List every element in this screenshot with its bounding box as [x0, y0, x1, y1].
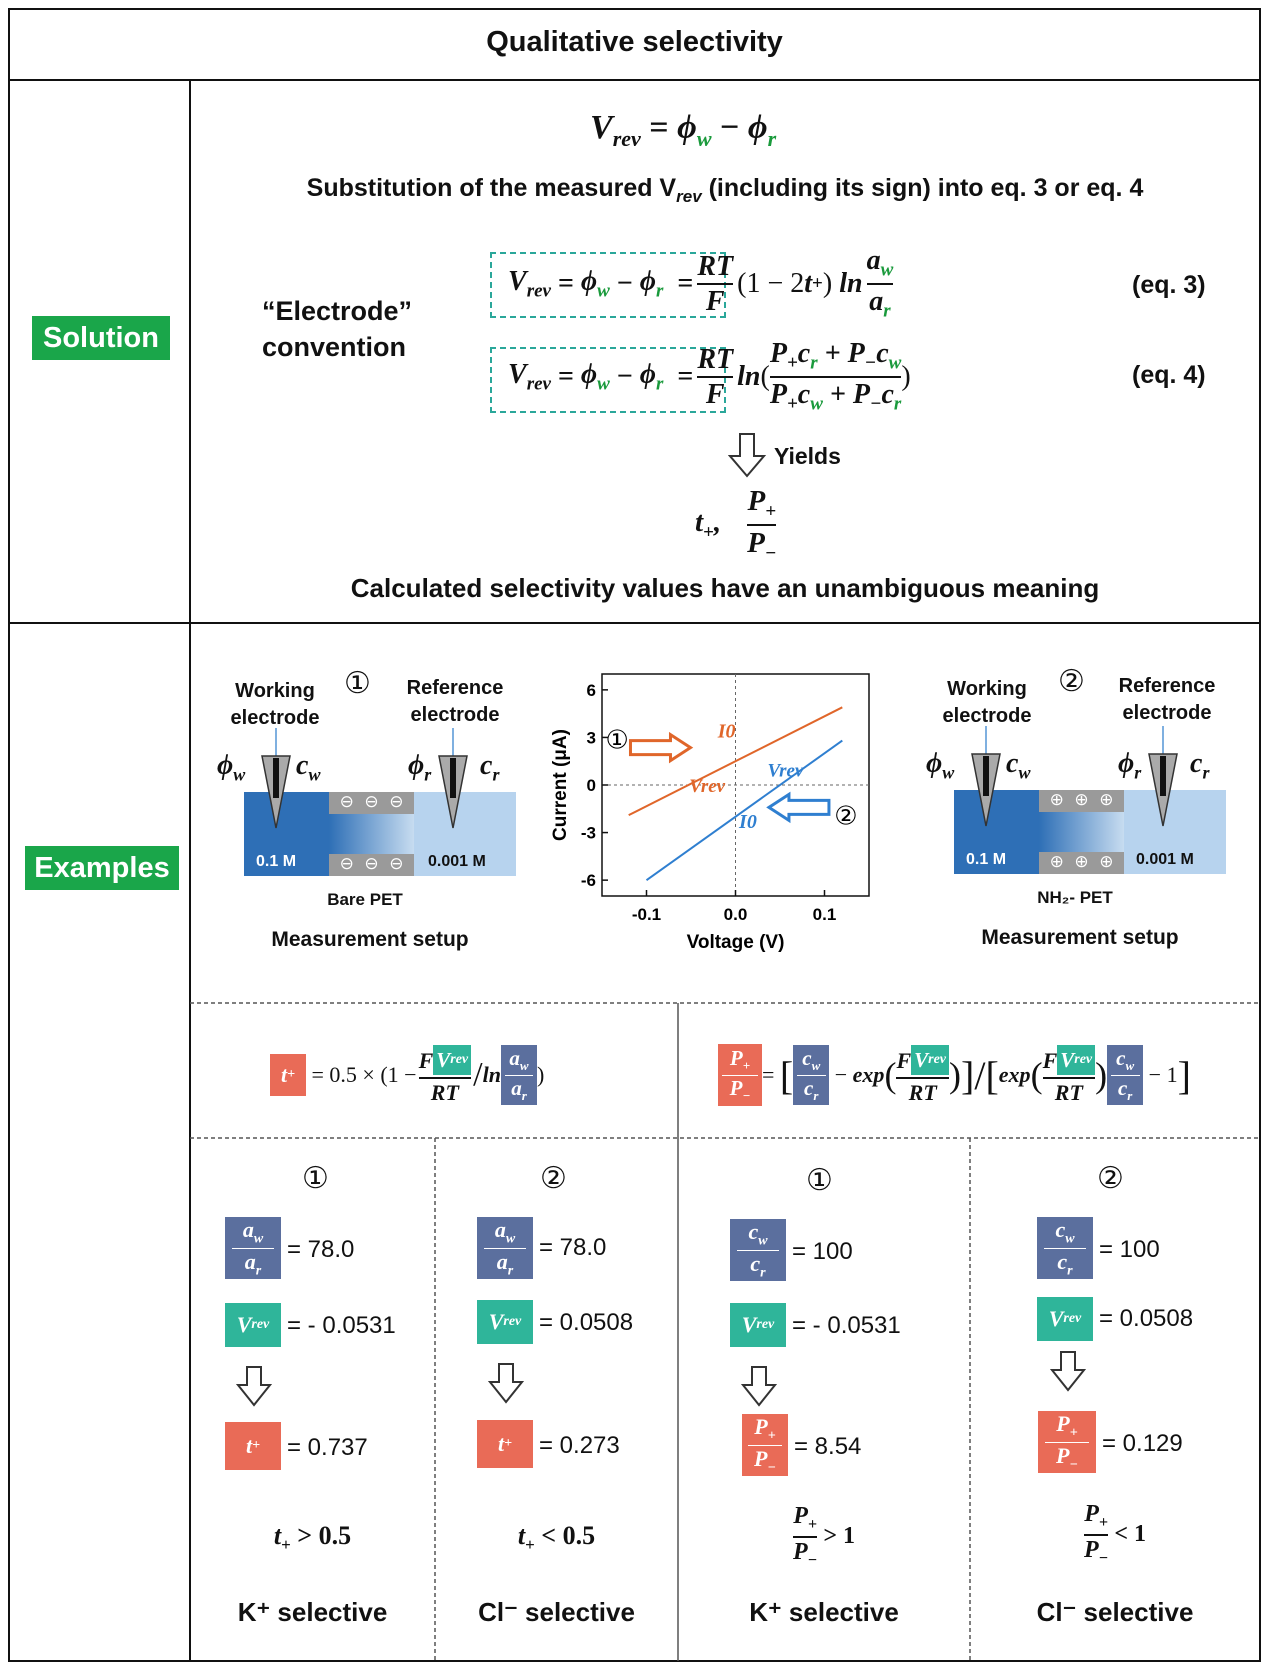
eq4-label: (eq. 4): [1132, 361, 1206, 389]
x-tick-label: 0.1: [812, 905, 837, 924]
case4-number: ②: [1097, 1161, 1124, 1196]
charge-icon: ⊕: [1049, 790, 1064, 809]
charge-icon: ⊕: [1099, 790, 1114, 809]
case3-number: ①: [806, 1163, 833, 1198]
case2-ratio-chip: $a_w$ $a_r$: [477, 1217, 533, 1279]
charge-icon: ⊖: [364, 854, 379, 873]
solution-conclusion: Calculated selectivity values have an unambiguous meaning: [350, 573, 1100, 603]
setup2-cr: $c_r$: [1190, 748, 1210, 783]
case1-result-chip: t +: [225, 1422, 281, 1470]
case3-vrev-chip: V rev: [730, 1303, 786, 1347]
case4-vrev-chip: V rev: [1037, 1297, 1093, 1341]
setup2-working-label: Working electrode: [942, 678, 1032, 727]
case2-vrev-chip: V rev: [477, 1300, 533, 1344]
setup1-conc-left: 0.1 M: [256, 853, 297, 870]
down-arrow-icon: [728, 432, 768, 478]
setup2-reference-label: Reference electrode: [1118, 675, 1216, 724]
charge-icon: ⊖: [364, 792, 379, 811]
setup2-caption: Measurement setup: [981, 926, 1179, 949]
eq3-label: (eq. 3): [1132, 271, 1206, 299]
setup1-cw: $c_w$: [296, 750, 321, 785]
series1-vrev-label: Vrev: [689, 776, 726, 798]
case2-conclusion: Cl⁻ selective: [478, 1597, 635, 1627]
down-arrow-icon: [741, 1365, 777, 1407]
case3-conclusion: K⁺ selective: [749, 1597, 899, 1627]
series1-i0-label: I0: [717, 720, 736, 743]
series1-arrow-icon: [630, 735, 690, 761]
charge-icon: ⊕: [1074, 790, 1089, 809]
charge-icon: ⊖: [389, 854, 404, 873]
page-title: Qualitative selectivity: [486, 26, 783, 58]
series2-vrev-label: Vrev: [767, 760, 804, 782]
setup2-number: ②: [1058, 664, 1085, 699]
case2-result-value: = 0.273: [539, 1432, 620, 1459]
charge-icon: ⊕: [1049, 852, 1064, 871]
y-tick-label: 6: [586, 680, 596, 700]
setup1-number: ①: [344, 666, 371, 701]
case4-result-chip: $P_+$ $P_-$: [1038, 1411, 1096, 1473]
case1-inequality: $t_+ > 0.5$: [273, 1521, 352, 1555]
down-arrow-icon: [488, 1362, 524, 1404]
yields-label: Yields: [774, 443, 841, 469]
case2-result-chip: t +: [477, 1420, 533, 1468]
setup2-membrane: NH₂- PET: [1037, 888, 1113, 907]
case3-ratio-value: = 100: [792, 1238, 853, 1265]
case1-vrev-value: = - 0.0531: [287, 1312, 396, 1339]
vrev-definition: $V_{rev} = \phi_w - \phi_r$: [590, 109, 777, 151]
y-tick-label: -6: [580, 871, 596, 891]
case2-inequality: $t_+ < 0.5$: [517, 1521, 596, 1555]
convention-label: “Electrode” convention: [262, 296, 413, 362]
down-arrow-icon: [236, 1365, 272, 1407]
iv-chart: [540, 660, 895, 965]
eq4: $V_{rev}$ = $\phi_w$ − $\phi_r$ = $\frac{RT}{F}$ ln ( $\frac{P_+c_r + P_-c_w}{P_+c_w + P_-c_r}$ ): [508, 338, 911, 415]
case1-ratio-chip: $a_w$ $a_r$: [225, 1217, 281, 1279]
eq3: $V_{rev}$ = $\phi_w$ − $\phi_r$ = $\frac{RT}{F}$ (1 − 2 t + ) ln $\frac{a_w}{a_r}$: [508, 245, 894, 322]
case1-conclusion: K⁺ selective: [237, 1597, 388, 1627]
case4-conclusion: Cl⁻ selective: [1036, 1597, 1194, 1627]
case4-ratio-value: = 100: [1099, 1236, 1160, 1263]
series2-i0-label: I0: [739, 810, 757, 833]
series2-marker: ②: [834, 801, 858, 832]
charge-icon: ⊖: [339, 792, 354, 811]
case1-result-value: = 0.737: [287, 1434, 368, 1461]
charge-icon: ⊖: [389, 792, 404, 811]
x-tick-label: 0.0: [723, 905, 748, 924]
y-axis-label: Current (μA): [550, 729, 571, 841]
setup1-phiw: $\phi_w$: [217, 750, 246, 785]
case2-ratio-value: = 78.0: [539, 1234, 607, 1261]
setup1-reference-label: Reference electrode: [406, 677, 504, 726]
x-axis-label: Voltage (V): [686, 932, 785, 953]
case1-number: ①: [302, 1161, 329, 1196]
setup2-phir: $\phi_r$: [1118, 748, 1142, 783]
setup1-top-charges: [329, 792, 414, 812]
setup2-conc-right: 0.001 M: [1136, 851, 1194, 868]
case3-vrev-value: = - 0.0531: [792, 1312, 901, 1339]
charge-icon: ⊕: [1074, 852, 1089, 871]
case3-inequality: $\frac{P_+}{P_-}$ > 1: [792, 1503, 856, 1569]
case4-vrev-value: = 0.0508: [1099, 1305, 1194, 1332]
setup1-cr: $c_r$: [480, 750, 500, 785]
solution-subtitle: Substitution of the measured $V_{rev}$ (including its sign) into eq. 3 or eq. 4: [306, 174, 1144, 206]
case3-ratio-chip: $c_w$ $c_r$: [730, 1219, 786, 1281]
x-tick-label: -0.1: [631, 905, 662, 924]
setup1-membrane: Bare PET: [327, 890, 403, 909]
charge-icon: ⊖: [339, 854, 354, 873]
setup1-phir: $\phi_r$: [408, 750, 432, 785]
charge-icon: ⊕: [1099, 852, 1114, 871]
setup1-bottom-charges: [329, 854, 414, 874]
case4-result-value: = 0.129: [1102, 1430, 1183, 1457]
setup2-cw: $c_w$: [1006, 748, 1031, 783]
case4-ratio-chip: $c_w$ $c_r$: [1037, 1217, 1093, 1279]
case3-result-chip: $P_+$ $P_-$: [742, 1414, 788, 1476]
setup2-top-charges: [1039, 790, 1124, 810]
yields-result: $t_+$, $\frac{P_+}{P_-}$: [695, 485, 777, 564]
case3-result-value: = 8.54: [794, 1433, 862, 1460]
case1-ratio-value: = 78.0: [287, 1236, 355, 1263]
pratio-formula: $P_+$ $P_-$ = [ $c_w$ $c_r$ − exp ( F V rev RT ) ]/[ exp ( F V rev RT ) $c_w$ $c_r$ − 1 ]: [718, 1040, 1191, 1110]
examples-label: Examples: [25, 846, 179, 890]
solution-label: Solution: [32, 316, 170, 360]
case4-inequality: $\frac{P_+}{P_-}$ < 1: [1083, 1501, 1147, 1567]
setup2-phiw: $\phi_w$: [926, 748, 955, 783]
setup1-conc-right: 0.001 M: [428, 853, 486, 870]
case1-vrev-chip: V rev: [225, 1303, 281, 1347]
tplus-formula: t + = 0.5 × (1 − F V rev RT / ln $a_w$ $a_r$ ): [270, 1040, 544, 1110]
series1-marker: ①: [605, 725, 629, 756]
down-arrow-icon: [1050, 1350, 1086, 1392]
setup2-conc-left: 0.1 M: [966, 851, 1007, 868]
case2-number: ②: [540, 1161, 567, 1196]
setup2-bottom-charges: [1039, 852, 1124, 872]
y-tick-label: -3: [580, 823, 596, 843]
case2-vrev-value: = 0.0508: [539, 1309, 634, 1336]
setup1-caption: Measurement setup: [271, 928, 469, 951]
setup1-working-label: Working electrode: [230, 680, 320, 729]
series2-arrow-icon: [769, 794, 829, 820]
y-tick-label: 3: [586, 728, 596, 748]
y-tick-label: 0: [586, 776, 596, 795]
